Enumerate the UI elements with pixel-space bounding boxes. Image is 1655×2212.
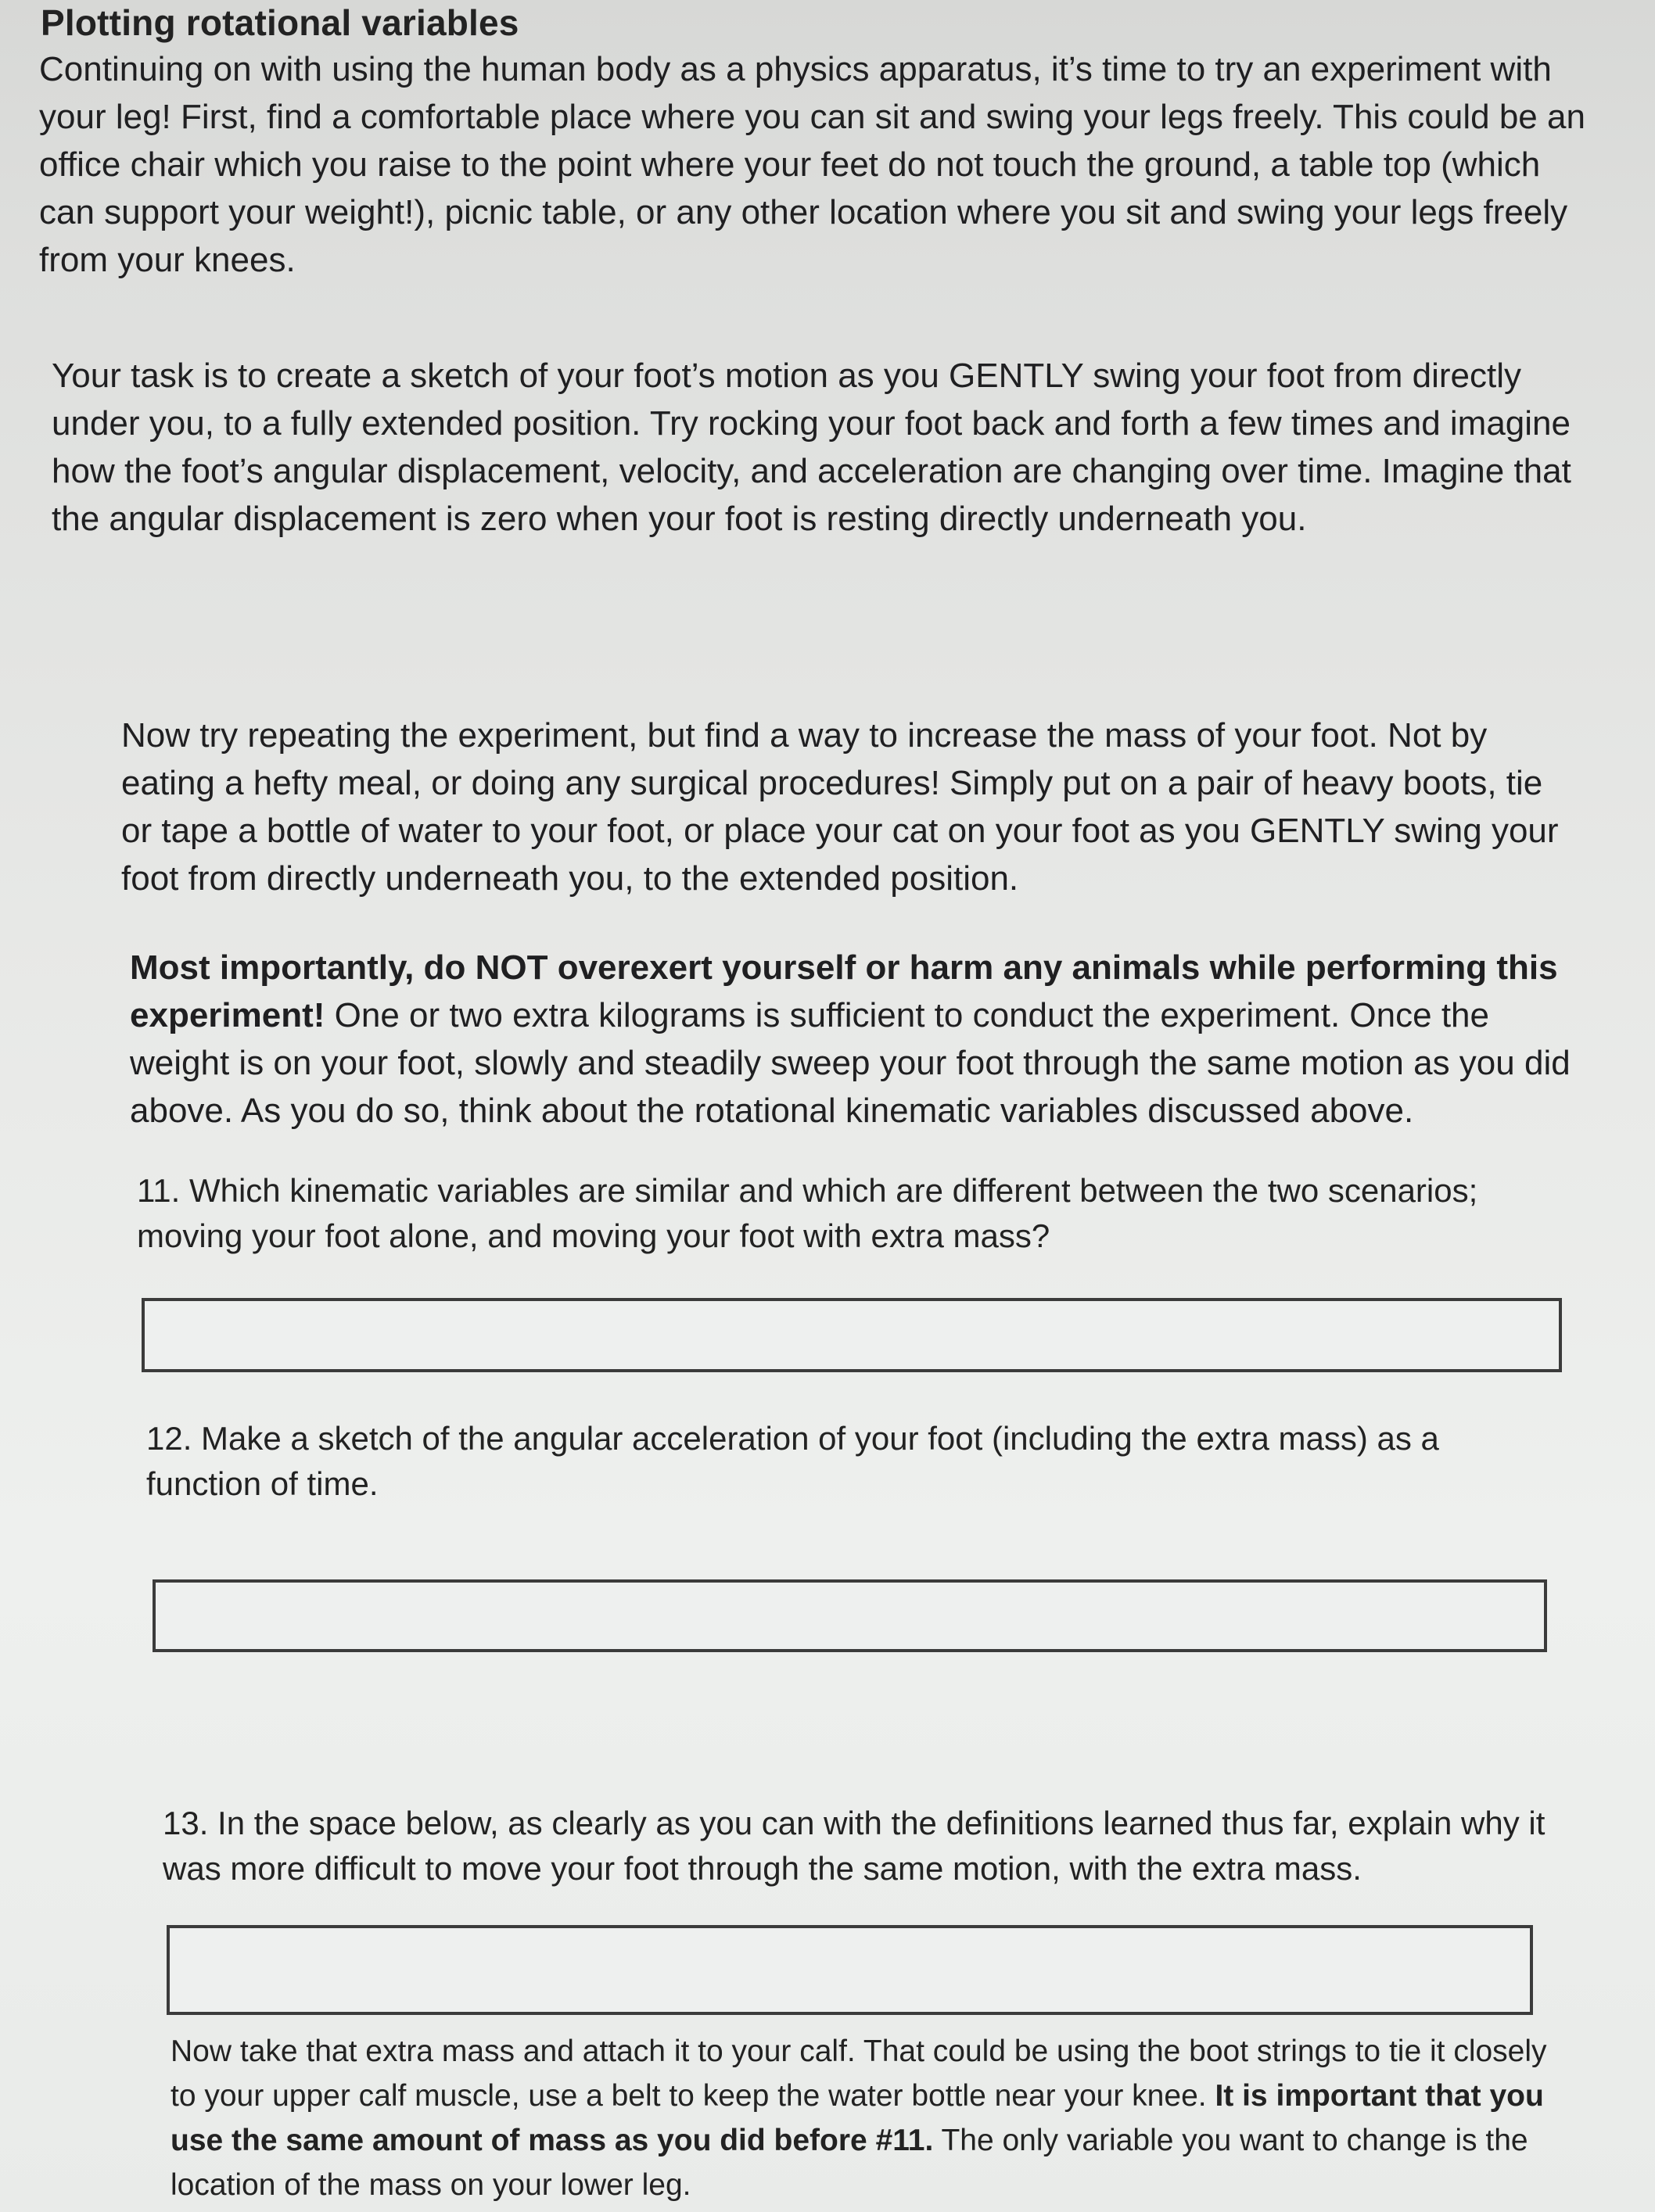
answer-box-13[interactable] — [167, 1925, 1533, 2015]
calf-paragraph — [171, 2029, 1547, 2207]
question-11: 11. Which kinematic variables are similar and which are different between the two scenarios; moving your foot alone, and moving your foot with extra mass? — [137, 1172, 1478, 1254]
question-13: 13. In the space below, as clearly as you can with the definitions learned thus far, explain why it was more difficult to move your foot through the same motion, with the extra mass. — [163, 1805, 1546, 1887]
warning-text: One or two extra kilograms is sufficient to conduct the experiment. Once the weight is on your foot, slowly and steadily sweep your foot through the same motion as you did above. As you do so, think about the rotational kinematic variables discussed above. — [130, 996, 1571, 1130]
answer-box-12[interactable] — [153, 1579, 1547, 1652]
calf-bold-text: It is important that you use the same amount of mass as you did before #11. — [171, 2079, 1544, 2157]
warning-bold-text: Most importantly, do NOT overexert yourself or harm any animals while performing this experiment! — [130, 948, 1558, 1034]
calf-text-1: Now take that extra mass and attach it to your calf. That could be using the boot strings to tie it closely to your upper calf muscle, use a belt to keep the water bottle near your knee. — [171, 2035, 1547, 2113]
question-12: 12. Make a sketch of the angular acceleration of your foot (including the extra mass) as a function of time. — [146, 1420, 1439, 1502]
answer-box-11[interactable] — [142, 1298, 1562, 1372]
intro-paragraph: Continuing on with using the human body as a physics apparatus, it’s time to try an experiment with your leg! First, find a comfortable place where you can sit and swing your legs freely. This could be an office chair which you raise to the point where your feet do not touch the ground, a table top (which can support your weight!), picnic table, or any other location where you sit and swing your legs freely from your knees. — [39, 50, 1585, 279]
page-title: Plotting rotational variables — [41, 2, 519, 43]
warning-paragraph — [130, 944, 1577, 1135]
repeat-paragraph: Now try repeating the experiment, but find a way to increase the mass of your foot. Not by eating a hefty meal, or doing any surgical procedures! Simply put on a pair of heavy boots, tie or tape a bottle of water to your foot, or place your cat on your foot as you GENTLY swing your foot from directly underneath you, to the extended position. — [121, 716, 1559, 898]
calf-text-2: The only variable you want to change is the location of the mass on your lower leg. — [171, 2124, 1528, 2202]
task-paragraph: Your task is to create a sketch of your foot’s motion as you GENTLY swing your foot from directly under you, to a fully extended position. Try rocking your foot back and forth a few times and imagine how the foot’s angular displacement, velocity, and acceleration are changing over time. Imagine that the angular displacement is zero when your foot is resting directly underneath you. — [52, 357, 1571, 538]
